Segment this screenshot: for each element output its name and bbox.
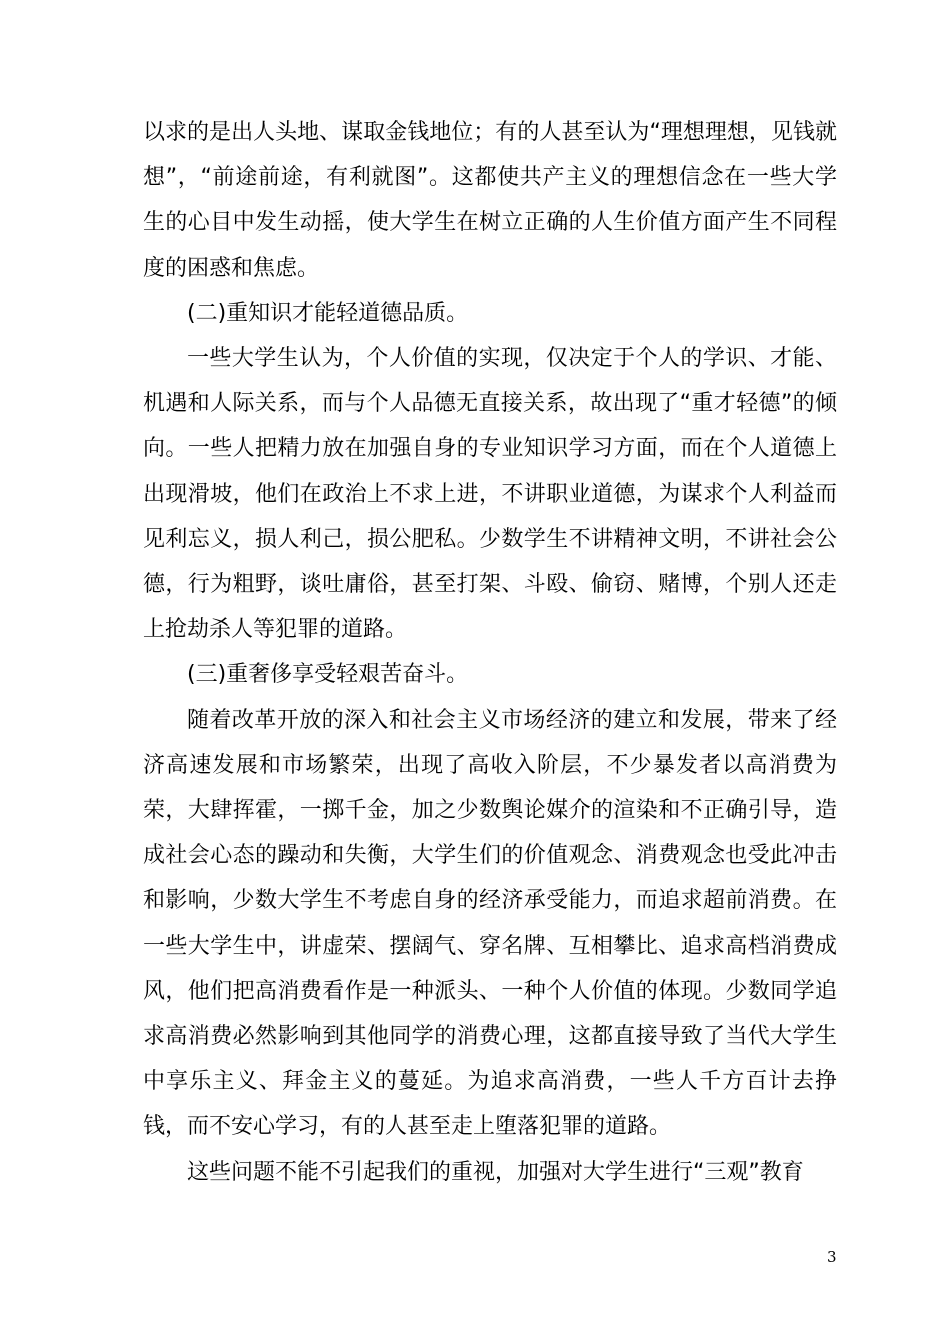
paragraph-conclusion-start: 这些问题不能不引起我们的重视，加强对大学生进行“三观”教育	[187, 1159, 804, 1185]
body-text	[143, 110, 837, 1195]
section-heading-2: (二)重知识才能轻道德品质。	[187, 300, 469, 326]
paragraph-continuation: 以求的是出人头地、谋取金钱地位；有的人甚至认为“理想理想，见钱就想”，“前途前途，有利就图”。这都使共产主义的理想信念在一些大学生的心目中发生动摇，使大学生在树立正确的人生价值方面产生不同程度的困惑和焦虑。	[143, 120, 837, 281]
section-heading-3: (三)重奢侈享受轻艰苦奋斗。	[187, 662, 469, 688]
paragraph-luxury-vs-hardwork: 随着改革开放的深入和社会主义市场经济的建立和发展，带来了经济高速发展和市场繁荣，出现了高收入阶层，不少暴发者以高消费为荣，大肆挥霍，一掷千金，加之少数舆论媒介的渲染和不正确引导，造成社会心态的躁动和失衡，大学生们的价值观念、消费观念也受此冲击和影响，少数大学生不考虑自身的经济承受能力，而追求超前消费。在一些大学生中，讲虚荣、摆阔气、穿名牌、互相攀比、追求高档消费成风，他们把高消费看作是一种派头、一种个人价值的体现。少数同学追求高消费必然影响到其他同学的消费心理，这都直接导致了当代大学生中享乐主义、拜金主义的蔓延。为追求高消费，一些人千方百计去挣钱，而不安心学习，有的人甚至走上堕落犯罪的道路。	[143, 707, 837, 1140]
page-number: 3	[827, 1248, 837, 1266]
paragraph-knowledge-vs-morality: 一些大学生认为，个人价值的实现，仅决定于个人的学识、才能、机遇和人际关系，而与个人品德无直接关系，故出现了“重才轻德”的倾向。一些人把精力放在加强自身的专业知识学习方面，而在个人道德上出现滑坡，他们在政治上不求上进，不讲职业道德，为谋求个人利益而见利忘义，损人利己，损公肥私。少数学生不讲精神文明，不讲社会公德，行为粗野，谈吐庸俗，甚至打架、斗殴、偷窃、赌博，个别人还走上抢劫杀人等犯罪的道路。	[143, 346, 837, 643]
